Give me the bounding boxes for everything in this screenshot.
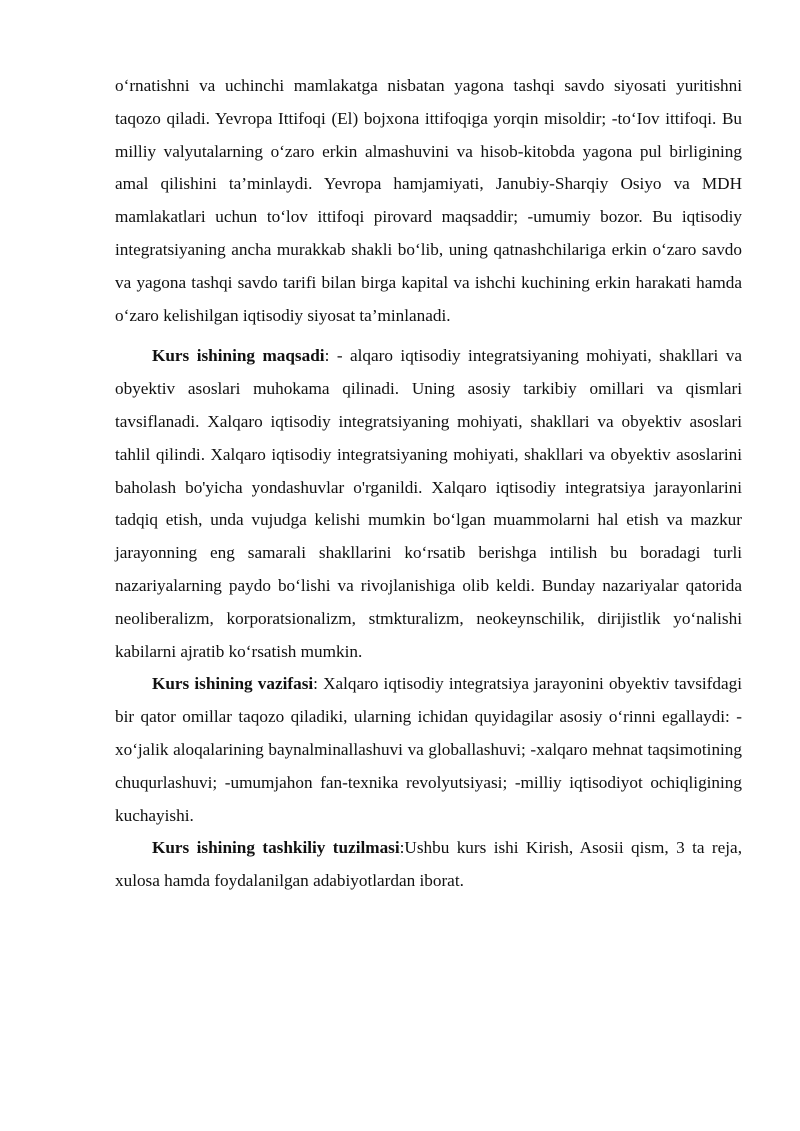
paragraph-goal bbox=[115, 340, 742, 668]
paragraph-continuation bbox=[115, 70, 742, 332]
heading-separator: : bbox=[324, 346, 337, 366]
paragraph-text: - alqaro iqtisodiy integratsiyaning mohiyati, shakllari va obyektiv asoslari muhokama qilinadi. Uning asosiy tarkibiy omillari va qismlari tavsiflanadi. Xalqaro iqtisodiy integratsiyaning mohiyati, shakllari va obyektiv asoslari tahlil qilindi. Xalqaro iqtisodiy integratsiyaning mohiyati, shakllari va obyektiv asoslarini baholash bo'yicha yondashuvlar o'rganildi. Xalqaro iqtisodiy integratsiya jarayonlarini tadqiq etish, unda vujudga kelishi mumkin bo‘lgan muammolarni hal etish va mazkur jarayonning eng samarali shakllarini ko‘rsatib berishga intilish bu boradagi turli nazariyalarning paydo bo‘lishi va rivojlanishiga olib keldi. Bunday nazariyalar qatorida neoliberalizm, korporatsionalizm, stmkturalizm, neokeynschilik, dirijistlik yo‘nalishi kabilarni ajratib ko‘rsatish mumkin. bbox=[115, 346, 742, 661]
paragraph-tasks bbox=[115, 668, 742, 832]
heading-separator: : bbox=[313, 674, 324, 694]
heading-separator: : bbox=[399, 838, 405, 858]
document-body bbox=[115, 70, 742, 898]
paragraph-text: Ushbu kurs ishi Kirish, Asosii qism, 3 ta reja, xulosa hamda foydalanilgan adabiyotlardan iborat. bbox=[115, 838, 742, 891]
paragraph-heading: Kurs ishining tashkiliy tuzilmasi bbox=[152, 838, 400, 858]
paragraph-structure bbox=[115, 832, 742, 898]
paragraph-heading: Kurs ishining vazifasi bbox=[152, 674, 314, 694]
paragraph-text: o‘rnatishni va uchinchi mamlakatga nisbatan yagona tashqi savdo siyosati yuritishni taqozo qiladi. Yevropa Ittifoqi (El) bojxona ittifoqiga yorqin misoldir; -to‘Iov ittifoqi. Bu milliy valyutalarning o‘zaro erkin almashuvini va hisob-kitobda yagona pul birligining amal qilishini ta’minlaydi. Yevropa hamjamiyati, Janubiy-Sharqiy Osiyo va MDH mamlakatlari uchun to‘lov ittifoqi pirovard maqsaddir; -umumiy bozor. Bu iqtisodiy integratsiyaning ancha murakkab shakli bo‘lib, uning qatnashchilariga erkin o‘zaro savdo va yagona tashqi savdo tarifi bilan birga kapital va ishchi kuchining erkin harakati hamda o‘zaro kelishilgan iqtisodiy siyosat ta’minlanadi. bbox=[115, 76, 742, 325]
paragraph-text: Xalqaro iqtisodiy integratsiya jarayonini obyektiv tavsifdagi bir qator omillar taqozo qiladiki, ularning ichidan quyidagilar asosiy o‘rinni egallaydi: -xo‘jalik aloqalarining baynalminallashuvi va globallashuvi; -xalqaro mehnat taqsimotining chuqurlashuvi; -umumjahon fan-texnika revolyutsiyasi; -milliy iqtisodiyot ochiqligining kuchayishi. bbox=[115, 674, 742, 825]
paragraph-heading: Kurs ishining maqsadi bbox=[152, 346, 325, 366]
